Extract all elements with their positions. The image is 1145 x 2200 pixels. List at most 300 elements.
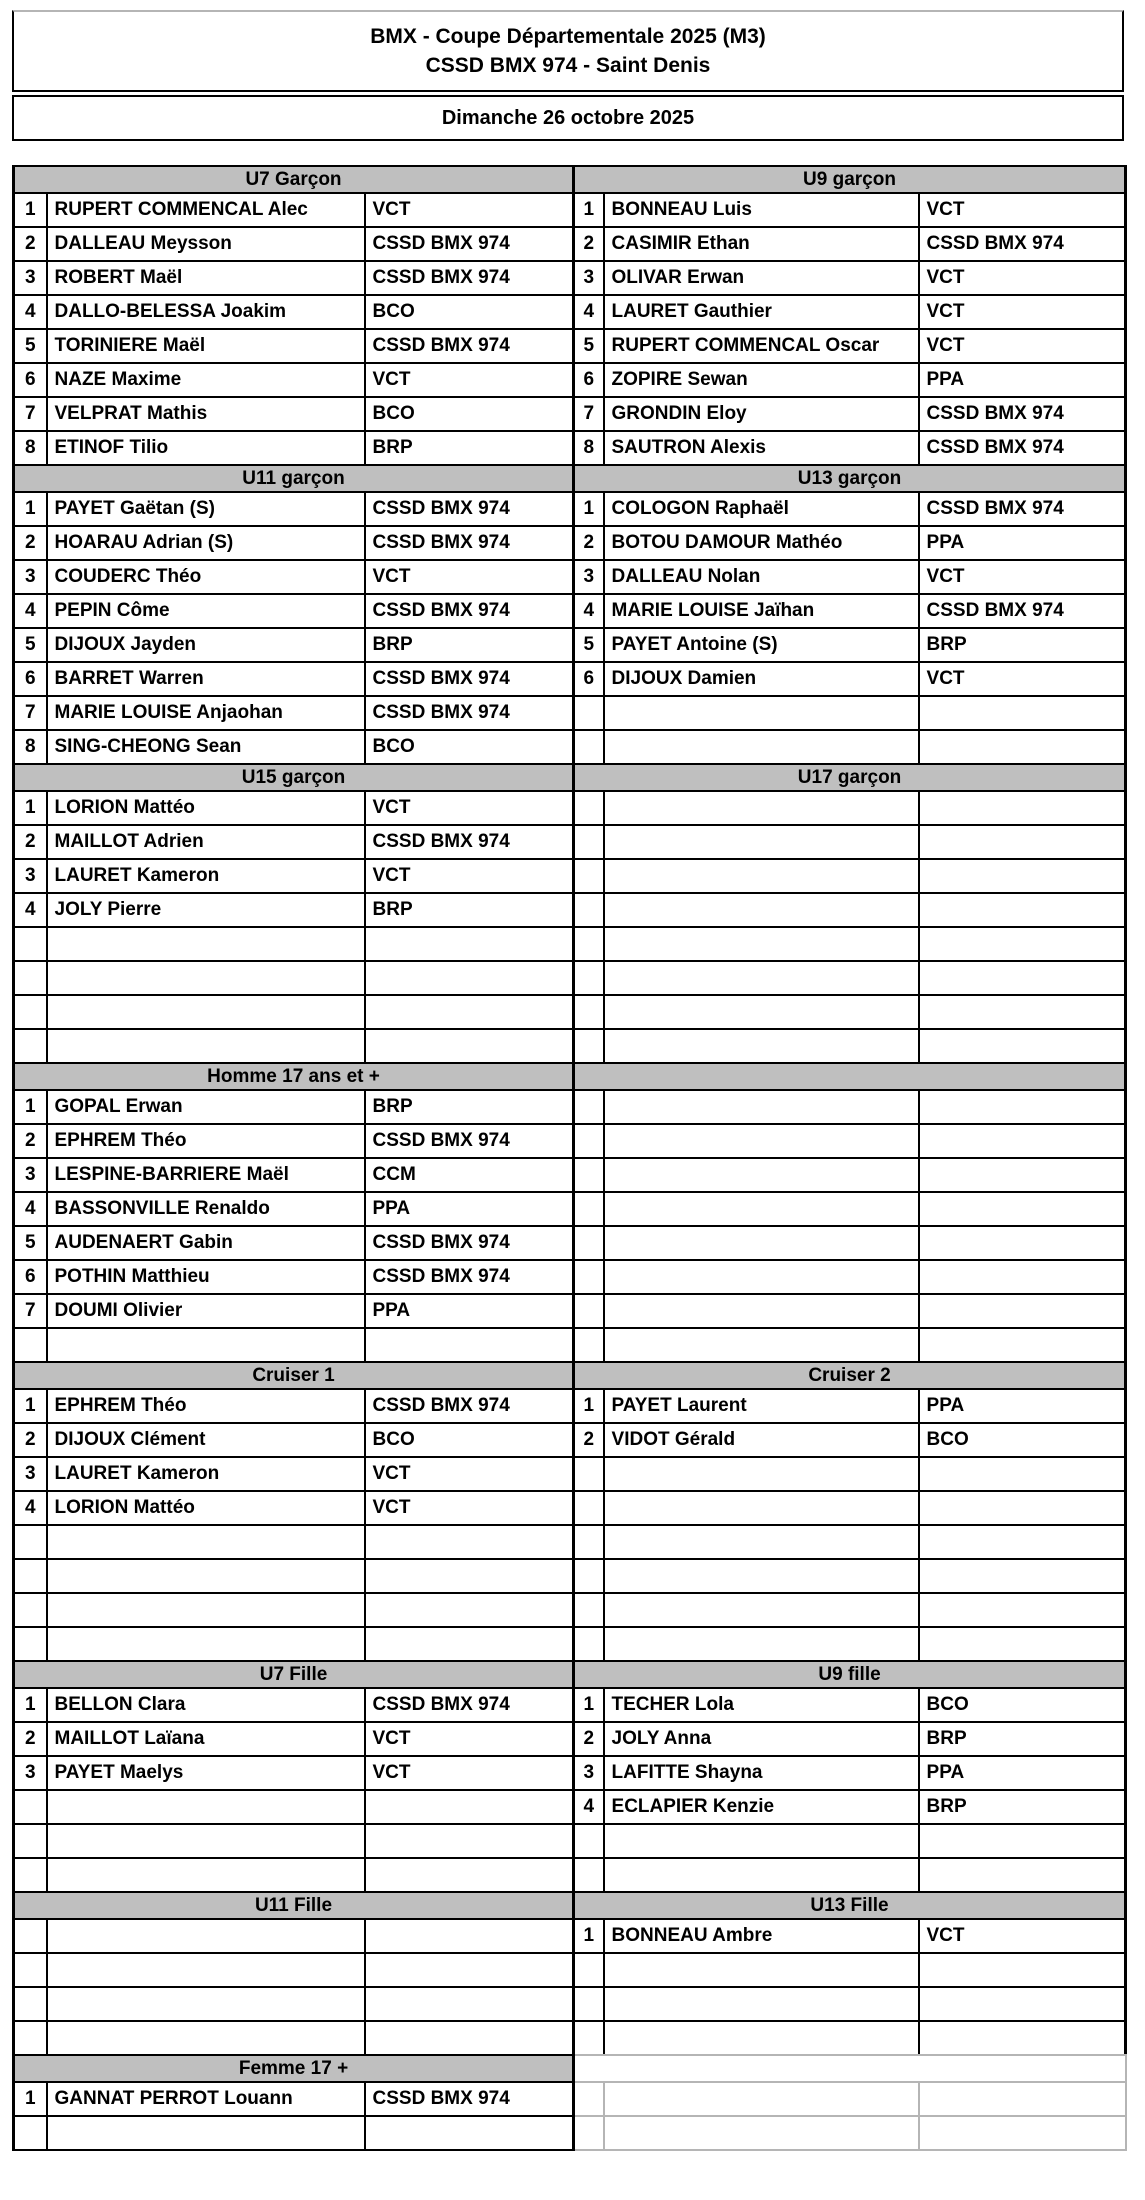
rank-cell — [14, 2021, 47, 2055]
rank-cell — [574, 1260, 604, 1294]
table-row — [14, 662, 1126, 696]
table-row — [14, 329, 1126, 363]
name-cell — [604, 859, 919, 893]
rank-cell — [574, 2021, 604, 2055]
rank-cell: 7 — [574, 397, 604, 431]
club-cell: VCT — [365, 1457, 574, 1491]
name-cell — [47, 2116, 365, 2150]
table-row — [14, 791, 1126, 825]
name-cell: PAYET Laurent — [604, 1389, 919, 1423]
table-row — [14, 526, 1126, 560]
club-cell — [919, 2082, 1126, 2116]
rank-cell: 2 — [574, 1423, 604, 1457]
name-cell — [604, 1328, 919, 1362]
section-table-7 — [12, 2054, 1127, 2151]
name-cell — [47, 1593, 365, 1627]
name-cell — [604, 1824, 919, 1858]
rank-cell: 2 — [574, 227, 604, 261]
club-cell: PPA — [919, 1756, 1126, 1790]
section-table-4 — [12, 1361, 1127, 1662]
table-row — [14, 1124, 1126, 1158]
name-cell: DIJOUX Jayden — [47, 628, 365, 662]
club-cell: VCT — [919, 1919, 1126, 1953]
rank-cell — [574, 1192, 604, 1226]
club-cell — [365, 995, 574, 1029]
club-cell — [365, 1029, 574, 1063]
club-cell — [919, 1029, 1126, 1063]
club-cell — [919, 961, 1126, 995]
name-cell: ECLAPIER Kenzie — [604, 1790, 919, 1824]
rank-cell: 2 — [574, 526, 604, 560]
table-row — [14, 893, 1126, 927]
table-row — [14, 594, 1126, 628]
club-cell: BCO — [365, 397, 574, 431]
name-cell — [604, 2021, 919, 2055]
name-cell — [604, 2116, 919, 2150]
name-cell — [604, 1559, 919, 1593]
name-cell: LESPINE-BARRIERE Maël — [47, 1158, 365, 1192]
table-row — [14, 1090, 1126, 1124]
club-cell: PPA — [919, 1389, 1126, 1423]
club-cell: BRP — [365, 1090, 574, 1124]
rank-cell: 6 — [14, 363, 47, 397]
name-cell: DALLEAU Nolan — [604, 560, 919, 594]
table-row — [14, 1389, 1126, 1423]
rank-cell — [574, 825, 604, 859]
name-cell: LAURET Gauthier — [604, 295, 919, 329]
name-cell — [604, 961, 919, 995]
rank-cell: 7 — [14, 397, 47, 431]
table-row — [14, 1226, 1126, 1260]
rank-cell: 6 — [14, 662, 47, 696]
name-cell — [47, 1858, 365, 1892]
rank-cell — [574, 1226, 604, 1260]
club-cell: CSSD BMX 974 — [365, 227, 574, 261]
name-cell — [604, 1457, 919, 1491]
name-cell: BARRET Warren — [47, 662, 365, 696]
table-row — [14, 1294, 1126, 1328]
club-cell: BCO — [365, 730, 574, 764]
rank-cell: 6 — [14, 1260, 47, 1294]
rank-cell — [14, 1858, 47, 1892]
section-header-right: U13 Fille — [574, 1892, 1126, 1919]
club-cell — [919, 927, 1126, 961]
section-header-left: U11 Fille — [14, 1892, 574, 1919]
table-row — [14, 1423, 1126, 1457]
name-cell: AUDENAERT Gabin — [47, 1226, 365, 1260]
rank-cell — [574, 1029, 604, 1063]
table-row — [14, 1722, 1126, 1756]
name-cell: VIDOT Gérald — [604, 1423, 919, 1457]
name-cell: MARIE LOUISE Jaïhan — [604, 594, 919, 628]
name-cell — [47, 995, 365, 1029]
rank-cell: 3 — [14, 560, 47, 594]
club-cell: CSSD BMX 974 — [365, 1226, 574, 1260]
name-cell — [604, 1294, 919, 1328]
rank-cell — [574, 1124, 604, 1158]
rank-cell — [574, 2116, 604, 2150]
table-row — [14, 1158, 1126, 1192]
name-cell: ZOPIRE Sewan — [604, 363, 919, 397]
rank-cell — [574, 893, 604, 927]
section-table-2 — [12, 763, 1127, 1064]
club-cell: CSSD BMX 974 — [919, 397, 1126, 431]
club-cell: VCT — [919, 295, 1126, 329]
name-cell: EPHREM Théo — [47, 1389, 365, 1423]
club-cell — [365, 927, 574, 961]
rank-cell — [14, 1328, 47, 1362]
club-cell — [919, 1090, 1126, 1124]
rank-cell: 5 — [14, 1226, 47, 1260]
name-cell: DIJOUX Clément — [47, 1423, 365, 1457]
section-header-left: Cruiser 1 — [14, 1362, 574, 1389]
club-cell — [919, 1260, 1126, 1294]
table-row — [14, 961, 1126, 995]
name-cell — [47, 1790, 365, 1824]
club-cell: CSSD BMX 974 — [919, 492, 1126, 526]
name-cell: MAILLOT Adrien — [47, 825, 365, 859]
rank-cell: 1 — [574, 1688, 604, 1722]
event-title-box — [12, 10, 1124, 92]
club-cell — [919, 1559, 1126, 1593]
club-cell — [919, 2021, 1126, 2055]
rank-cell — [574, 791, 604, 825]
club-cell — [919, 1987, 1126, 2021]
name-cell — [604, 1953, 919, 1987]
rank-cell: 4 — [574, 1790, 604, 1824]
name-cell — [604, 791, 919, 825]
name-cell: LAFITTE Shayna — [604, 1756, 919, 1790]
club-cell — [365, 1328, 574, 1362]
club-cell: BRP — [919, 628, 1126, 662]
club-cell: VCT — [919, 560, 1126, 594]
rank-cell — [574, 1158, 604, 1192]
table-row — [14, 1192, 1126, 1226]
club-cell: PPA — [365, 1294, 574, 1328]
name-cell: BASSONVILLE Renaldo — [47, 1192, 365, 1226]
name-cell: GRONDIN Eloy — [604, 397, 919, 431]
club-cell — [919, 1192, 1126, 1226]
name-cell — [604, 893, 919, 927]
club-cell: BCO — [365, 1423, 574, 1457]
name-cell — [47, 1029, 365, 1063]
table-row — [14, 431, 1126, 465]
section-table-3 — [12, 1062, 1127, 1363]
name-cell — [604, 1858, 919, 1892]
rank-cell — [574, 696, 604, 730]
club-cell: VCT — [365, 791, 574, 825]
club-cell — [365, 1858, 574, 1892]
name-cell — [604, 696, 919, 730]
name-cell: VELPRAT Mathis — [47, 397, 365, 431]
rank-cell: 3 — [14, 1756, 47, 1790]
name-cell — [47, 927, 365, 961]
club-cell: CSSD BMX 974 — [365, 2082, 574, 2116]
table-row — [14, 193, 1126, 227]
club-cell — [919, 1328, 1126, 1362]
name-cell — [604, 1491, 919, 1525]
table-row — [14, 1457, 1126, 1491]
rank-cell: 2 — [14, 825, 47, 859]
name-cell: HOARAU Adrian (S) — [47, 526, 365, 560]
section-table-6 — [12, 1891, 1127, 2056]
club-cell: VCT — [365, 859, 574, 893]
rank-cell — [14, 961, 47, 995]
club-cell — [919, 1158, 1126, 1192]
table-row — [14, 696, 1126, 730]
club-cell: CSSD BMX 974 — [919, 227, 1126, 261]
rank-cell: 8 — [14, 431, 47, 465]
rank-cell — [574, 1525, 604, 1559]
club-cell — [919, 1457, 1126, 1491]
rank-cell — [574, 1457, 604, 1491]
name-cell: GANNAT PERROT Louann — [47, 2082, 365, 2116]
club-cell: VCT — [365, 193, 574, 227]
section-header-left: U11 garçon — [14, 465, 574, 492]
rank-cell — [574, 995, 604, 1029]
club-cell — [919, 1226, 1126, 1260]
club-cell: CSSD BMX 974 — [365, 1389, 574, 1423]
name-cell — [604, 1090, 919, 1124]
club-cell: VCT — [365, 560, 574, 594]
name-cell — [604, 1593, 919, 1627]
section-header-right: U13 garçon — [574, 465, 1126, 492]
club-cell — [365, 1627, 574, 1661]
category-tables — [12, 165, 1124, 2151]
rank-cell: 7 — [14, 1294, 47, 1328]
club-cell — [919, 730, 1126, 764]
section-header-right: U9 garçon — [574, 166, 1126, 193]
rank-cell: 1 — [14, 1090, 47, 1124]
rank-cell: 6 — [574, 662, 604, 696]
event-date: Dimanche 26 octobre 2025 — [441, 106, 695, 129]
club-cell — [365, 2116, 574, 2150]
name-cell — [47, 961, 365, 995]
name-cell: PAYET Gaëtan (S) — [47, 492, 365, 526]
name-cell: RUPERT COMMENCAL Oscar — [604, 329, 919, 363]
club-cell: CSSD BMX 974 — [365, 1688, 574, 1722]
club-cell — [365, 1824, 574, 1858]
name-cell: POTHIN Matthieu — [47, 1260, 365, 1294]
club-cell: BRP — [365, 893, 574, 927]
rank-cell — [14, 1559, 47, 1593]
rank-cell — [574, 1090, 604, 1124]
table-row — [14, 2021, 1126, 2055]
name-cell — [47, 1824, 365, 1858]
rank-cell: 2 — [14, 1124, 47, 1158]
name-cell — [47, 1525, 365, 1559]
name-cell: NAZE Maxime — [47, 363, 365, 397]
club-cell: VCT — [919, 193, 1126, 227]
rank-cell: 3 — [14, 859, 47, 893]
club-cell — [919, 1294, 1126, 1328]
rank-cell — [574, 1328, 604, 1362]
rank-cell: 1 — [574, 1919, 604, 1953]
name-cell — [47, 1328, 365, 1362]
club-cell — [365, 1919, 574, 1953]
rank-cell: 3 — [574, 560, 604, 594]
rank-cell: 1 — [14, 1389, 47, 1423]
rank-cell — [14, 2116, 47, 2150]
club-cell: VCT — [365, 1756, 574, 1790]
table-row — [14, 1953, 1126, 1987]
rank-cell — [14, 1953, 47, 1987]
table-row — [14, 825, 1126, 859]
rank-cell — [574, 859, 604, 893]
club-cell: VCT — [919, 662, 1126, 696]
rank-cell: 4 — [574, 295, 604, 329]
rank-cell — [14, 1790, 47, 1824]
club-cell — [365, 2021, 574, 2055]
name-cell: CASIMIR Ethan — [604, 227, 919, 261]
rank-cell: 4 — [14, 1491, 47, 1525]
section-header-left: U7 Fille — [14, 1661, 574, 1688]
name-cell — [604, 1124, 919, 1158]
rank-cell: 1 — [14, 193, 47, 227]
name-cell — [47, 1953, 365, 1987]
rank-cell: 2 — [14, 1722, 47, 1756]
rank-cell — [574, 1953, 604, 1987]
club-cell — [365, 1593, 574, 1627]
name-cell: COUDERC Théo — [47, 560, 365, 594]
name-cell: DALLEAU Meysson — [47, 227, 365, 261]
club-cell — [919, 696, 1126, 730]
club-cell — [919, 1824, 1126, 1858]
name-cell: DALLO-BELESSA Joakim — [47, 295, 365, 329]
rank-cell: 4 — [14, 594, 47, 628]
club-cell: VCT — [919, 329, 1126, 363]
rank-cell: 4 — [14, 1192, 47, 1226]
table-row — [14, 1627, 1126, 1661]
rank-cell: 3 — [14, 261, 47, 295]
table-row — [14, 995, 1126, 1029]
rank-cell: 5 — [574, 628, 604, 662]
table-row — [14, 227, 1126, 261]
section-header-right: U9 fille — [574, 1661, 1126, 1688]
table-row — [14, 1525, 1126, 1559]
name-cell: MAILLOT Laïana — [47, 1722, 365, 1756]
table-row — [14, 1919, 1126, 1953]
name-cell — [604, 995, 919, 1029]
table-row — [14, 1858, 1126, 1892]
rank-cell — [574, 1294, 604, 1328]
club-cell: PPA — [919, 526, 1126, 560]
club-cell — [365, 961, 574, 995]
club-cell — [919, 1491, 1126, 1525]
rank-cell — [574, 927, 604, 961]
rank-cell: 2 — [14, 1423, 47, 1457]
table-row — [14, 2116, 1126, 2150]
rank-cell: 2 — [574, 1722, 604, 1756]
rank-cell — [574, 1491, 604, 1525]
rank-cell: 8 — [574, 431, 604, 465]
rank-cell — [574, 1858, 604, 1892]
club-cell: BCO — [919, 1688, 1126, 1722]
table-row — [14, 1559, 1126, 1593]
club-cell: BRP — [365, 431, 574, 465]
rank-cell — [574, 1593, 604, 1627]
club-cell — [365, 1790, 574, 1824]
rank-cell — [574, 961, 604, 995]
rank-cell: 3 — [574, 261, 604, 295]
name-cell: COLOGON Raphaël — [604, 492, 919, 526]
rank-cell — [574, 730, 604, 764]
name-cell — [604, 1029, 919, 1063]
club-cell: CSSD BMX 974 — [365, 526, 574, 560]
name-cell — [604, 1192, 919, 1226]
rank-cell: 6 — [574, 363, 604, 397]
club-cell: CSSD BMX 974 — [365, 1260, 574, 1294]
club-cell — [919, 1124, 1126, 1158]
name-cell — [604, 1987, 919, 2021]
rank-cell: 3 — [14, 1457, 47, 1491]
name-cell — [47, 1627, 365, 1661]
section-table-5 — [12, 1660, 1127, 1893]
name-cell: TORINIERE Maël — [47, 329, 365, 363]
table-row — [14, 1328, 1126, 1362]
name-cell: LAURET Kameron — [47, 1457, 365, 1491]
rank-cell: 2 — [14, 227, 47, 261]
rank-cell: 7 — [14, 696, 47, 730]
table-row — [14, 730, 1126, 764]
rank-cell — [574, 1987, 604, 2021]
club-cell: CSSD BMX 974 — [365, 1124, 574, 1158]
name-cell: TECHER Lola — [604, 1688, 919, 1722]
name-cell: LORION Mattéo — [47, 791, 365, 825]
club-cell: CSSD BMX 974 — [919, 431, 1126, 465]
table-row — [14, 1824, 1126, 1858]
rank-cell: 1 — [14, 791, 47, 825]
club-cell: CSSD BMX 974 — [919, 594, 1126, 628]
table-row — [14, 261, 1126, 295]
rank-cell: 5 — [14, 329, 47, 363]
club-cell: CSSD BMX 974 — [365, 261, 574, 295]
club-cell: VCT — [919, 261, 1126, 295]
rank-cell — [14, 1919, 47, 1953]
rank-cell: 5 — [14, 628, 47, 662]
rank-cell: 2 — [14, 526, 47, 560]
rank-cell — [14, 1029, 47, 1063]
table-row — [14, 2082, 1126, 2116]
name-cell: RUPERT COMMENCAL Alec — [47, 193, 365, 227]
name-cell: BONNEAU Ambre — [604, 1919, 919, 1953]
section-header-right — [574, 1063, 1126, 1090]
rank-cell — [14, 1593, 47, 1627]
club-cell — [919, 1953, 1126, 1987]
section-header-right — [574, 2055, 1126, 2082]
name-cell: JOLY Pierre — [47, 893, 365, 927]
rank-cell: 1 — [14, 1688, 47, 1722]
rank-cell — [14, 1824, 47, 1858]
rank-cell: 4 — [574, 594, 604, 628]
section-table-0 — [12, 165, 1127, 466]
rank-cell: 3 — [574, 1756, 604, 1790]
rank-cell — [574, 1627, 604, 1661]
section-header-left: Homme 17 ans et + — [14, 1063, 574, 1090]
section-header-left: Femme 17 + — [14, 2055, 574, 2082]
name-cell — [47, 1559, 365, 1593]
name-cell: LAURET Kameron — [47, 859, 365, 893]
section-table-1 — [12, 464, 1127, 765]
table-row — [14, 1790, 1126, 1824]
rank-cell: 1 — [574, 1389, 604, 1423]
club-cell — [919, 2116, 1126, 2150]
club-cell: VCT — [365, 363, 574, 397]
club-cell: CCM — [365, 1158, 574, 1192]
club-cell — [919, 893, 1126, 927]
table-row — [14, 1987, 1126, 2021]
club-cell — [365, 1559, 574, 1593]
